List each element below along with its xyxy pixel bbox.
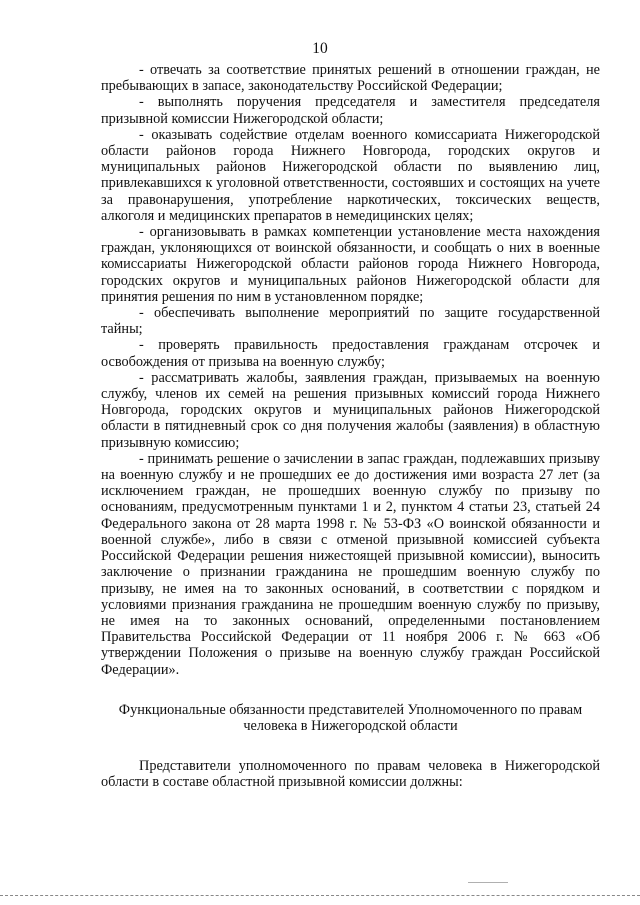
paragraph-check-deferments: - проверять правильность предоставления гражданам отсрочек и освобождения от призыва на военную службу; xyxy=(101,337,600,370)
paragraph-chair-instructions: - выполнять поручения председателя и заместителя председателя призывной комиссии Нижегородской области; xyxy=(101,94,600,127)
paragraph-review-complaints: - рассматривать жалобы, заявления граждан, призываемых на военную службу, членов их семей на решения призывных комиссий города Нижнего Новгорода, городских округов и муниципальных районов Нижегородской области в пятидневный срок со дня получения жалобы (заявления) в областную призывную комиссию; xyxy=(101,369,600,451)
intro-paragraph: Представители уполномоченного по правам человека в Нижегородской области в составе областной призывной комиссии должны: xyxy=(101,758,600,791)
paragraph-compliance: - отвечать за соответствие принятых решений в отношении граждан, не пребывающих в запасе, законодательству Российской Федерации; xyxy=(101,62,600,95)
page-number: 10 xyxy=(312,40,328,57)
paragraph-locate-evaders: - организовывать в рамках компетенции установление места нахождения граждан, уклоняющихся от воинской обязанности, и сообщать о них в военные комиссариаты Нижегородской области районов города Нижнего Новгорода, городских округов и муниципальных районов Нижегородской области для принятия решения по ним в установленном порядке; xyxy=(101,224,600,305)
paragraph-reserve-enlistment: - принимать решение о зачислении в запас граждан, подлежавших призыву на военную службу и не прошедших ее до достижения ими возраста 27 лет (за исключением граждан, не прошедших военную службу по призыву по основаниям, предусмотренным пунктами 1 и 2, пунктом 4 статьи 23, статьей 24 Федерального закона от 28 марта 1998 г. № 53-ФЗ «О воинской обязанности и военной службе», либо в связи с отменой призывной комиссией субъекта Российской Федерации решения нижестоящей призывной комиссии), выносить заключение о признании гражданина не прошедшим военную службу по призыву, не имея на то законных оснований, в соответствии с порядком и условиями признания гражданина не прошедшим военную службу по призыву, не имея на то законных оснований, определенными постановлением Правительства Российской Федерации от 11 ноября 2006 г. № 663 «Об утверждении Положения о призыве на военную службу граждан Российской Федерации». xyxy=(101,450,600,678)
scan-mark xyxy=(468,882,508,883)
scan-bottom-edge xyxy=(0,895,640,896)
section-heading: Функциональные обязанности представителей Уполномоченного по правам человека в Нижегородской области xyxy=(118,701,583,734)
paragraph-assist-commissariat: - оказывать содействие отделам военного комиссариата Нижегородской области районов города Нижнего Новгорода, городских округов и муниципальных районов Нижегородской области по выявлению лиц, привлекавшихся к уголовной ответственности, состоявших и состоящих на учете за правонарушения, употребление наркотических, токсических веществ, алкоголя и медицинских препаратов в немедицинских целях; xyxy=(101,126,600,224)
document-body xyxy=(101,62,600,791)
paragraph-state-secret: - обеспечивать выполнение мероприятий по защите государственной тайны; xyxy=(101,305,600,338)
